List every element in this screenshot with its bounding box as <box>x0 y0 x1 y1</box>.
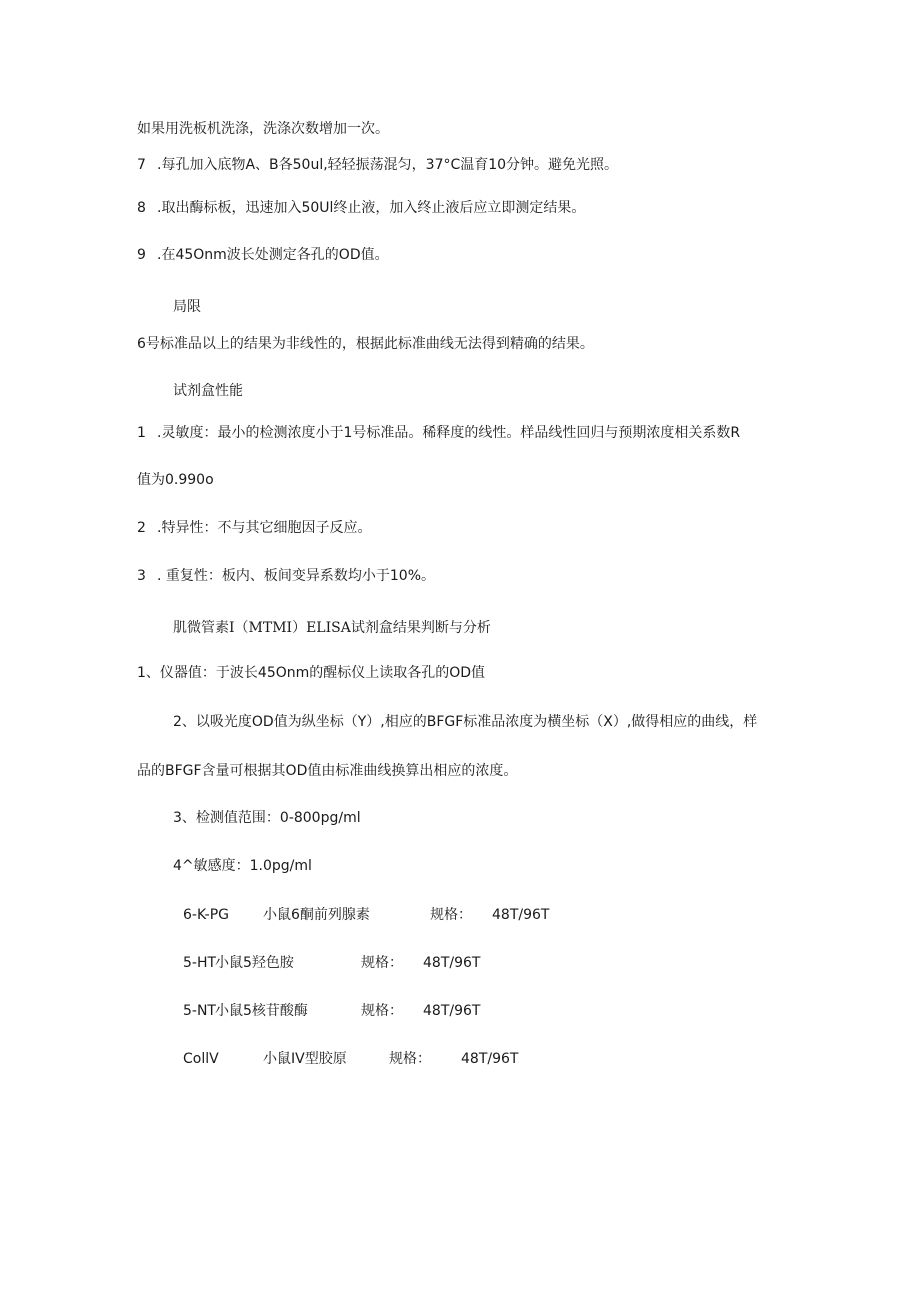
product-spec: 48T/96T <box>423 955 481 971</box>
step-text: .每孔加入底物A、B各50ul,轻轻振荡混匀，37°C温育10分钟。避免光照。 <box>157 157 619 173</box>
item-text: . 重复性：板内、板间变异系数均小于10%。 <box>157 568 436 584</box>
analysis-paragraph-4: 4^敏感度：1.0pg/ml <box>173 858 312 874</box>
step-text: .在45Onm波长处测定各孔的OD值。 <box>157 247 389 263</box>
product-spec-label: 规格： <box>361 955 403 971</box>
item-number: 2 <box>137 520 146 536</box>
product-name: 小鼠5羟色胺 <box>215 955 294 971</box>
step-9 <box>137 246 389 264</box>
item-number: 1 <box>137 425 146 441</box>
step-number: 8 <box>137 200 146 216</box>
item-text: .灵敏度：最小的检测浓度小于1号标准品。稀释度的线性。样品线性回归与预期浓度相关系数R <box>157 425 741 441</box>
product-name: 小鼠6酮前列腺素 <box>263 907 370 923</box>
product-row <box>183 906 549 924</box>
product-name: 小鼠IV型胶原 <box>263 1051 347 1067</box>
intro-text: 如果用洗板机洗涤，洗涤次数增加一次。 <box>137 121 389 137</box>
product-code: 5-NT <box>183 1003 216 1019</box>
product-spec-label: 规格： <box>430 907 472 923</box>
analysis-heading: 肌微管素Ⅰ（MTMI）ELISA试剂盒结果判断与分析 <box>173 620 491 636</box>
product-spec: 48T/96T <box>461 1051 519 1067</box>
product-spec-label: 规格： <box>361 1003 403 1019</box>
step-number: 7 <box>137 157 146 173</box>
item-number: 3 <box>137 568 146 584</box>
product-code: 5-HT <box>183 955 217 971</box>
performance-item-1-continued: 值为0.990o <box>137 472 214 488</box>
performance-item-2 <box>137 519 371 537</box>
product-spec-label: 规格： <box>389 1051 431 1067</box>
product-name: 小鼠5核苷酸酶 <box>215 1003 308 1019</box>
step-7 <box>137 156 618 174</box>
analysis-paragraph-3: 3、检测值范围：0-800pg∕ml <box>173 810 361 826</box>
item-text: .特异性：不与其它细胞因子反应。 <box>157 520 372 536</box>
product-row <box>183 1002 480 1020</box>
performance-heading: 试剂盒性能 <box>173 383 243 399</box>
limitation-heading: 局限 <box>173 299 201 315</box>
product-row <box>183 1050 518 1068</box>
product-spec: 48T/96T <box>423 1003 481 1019</box>
analysis-paragraph-2: 2、以吸光度OD值为纵坐标（Y）,相应的BFGF标准品浓度为横坐标（X）,做得相应的曲线，样 <box>173 714 758 730</box>
analysis-paragraph-2-continued: 品的BFGF含量可根据其OD值由标准曲线换算出相应的浓度。 <box>137 763 518 779</box>
product-code: 6-K-PG <box>183 907 230 923</box>
product-code: CollV <box>183 1051 219 1067</box>
limitation-text: 6号标准品以上的结果为非线性的，根据此标准曲线无法得到精确的结果。 <box>137 336 594 352</box>
analysis-paragraph-1: 1、仪器值：于波长45Onm的醒标仪上读取各孔的OD值 <box>137 665 486 681</box>
performance-item-1 <box>137 424 740 442</box>
step-8 <box>137 199 585 217</box>
step-text: .取出酶标板，迅速加入50Ul终止液，加入终止液后应立即测定结果。 <box>157 200 586 216</box>
performance-item-3 <box>137 567 435 585</box>
step-number: 9 <box>137 247 146 263</box>
product-spec: 48T/96T <box>492 907 550 923</box>
product-row <box>183 954 480 972</box>
